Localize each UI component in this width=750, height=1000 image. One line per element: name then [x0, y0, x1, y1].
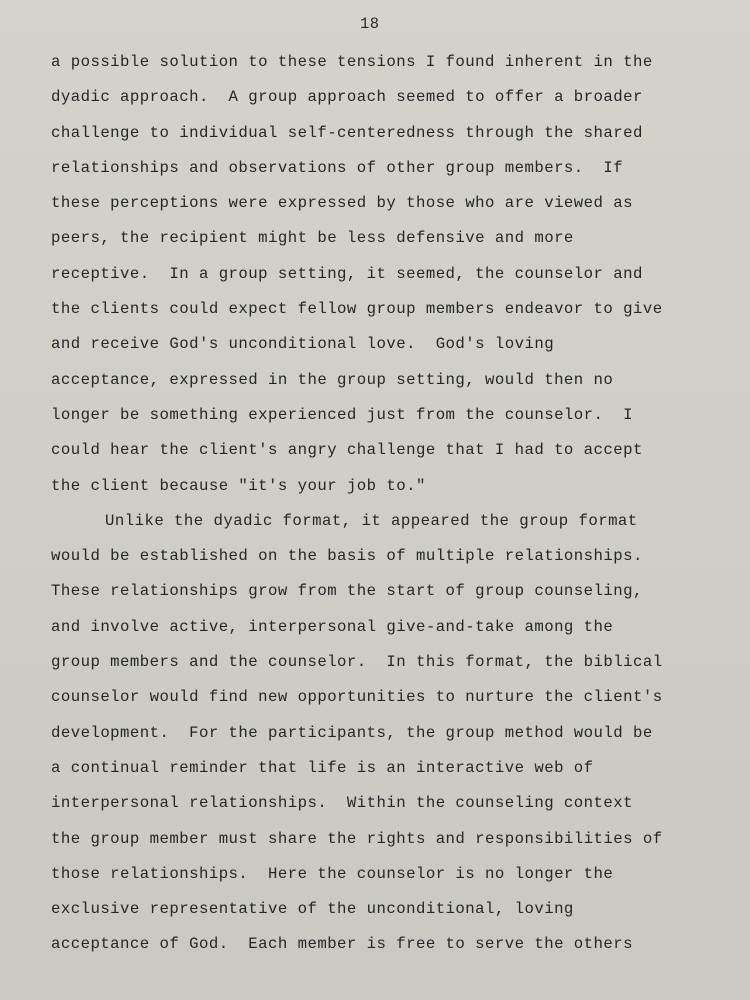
text-line: exclusive representative of the unconditional, loving [51, 900, 574, 919]
text-line: interpersonal relationships. Within the counseling context [51, 794, 633, 813]
text-line: a possible solution to these tensions I found inherent in the [51, 53, 653, 71]
text-line: the clients could expect fellow group members endeavor to give [51, 300, 663, 319]
text-line: acceptance of God. Each member is free to serve the others [51, 935, 633, 954]
text-line: peers, the recipient might be less defensive and more [51, 229, 574, 248]
text-line: development. For the participants, the group method would be [51, 723, 653, 742]
text-line: these perceptions were expressed by those who are viewed as [51, 194, 633, 213]
text-line: counselor would find new opportunities to nurture the client's [51, 688, 663, 707]
text-line: and receive God's unconditional love. God's loving [51, 335, 555, 354]
text-line: the client because "it's your job to." [51, 476, 426, 495]
text-line: and involve active, interpersonal give-and-take among the [51, 617, 614, 636]
text-line: dyadic approach. A group approach seemed to offer a broader [51, 88, 643, 107]
text-line: would be established on the basis of multiple relationships. [51, 547, 643, 566]
text-line: longer be something experienced just from the counselor. I [51, 405, 633, 424]
text-line: a continual reminder that life is an interactive web of [51, 758, 594, 777]
text-line: could hear the client's angry challenge that I had to accept [51, 441, 643, 460]
text-line: the group member must share the rights and responsibilities of [51, 829, 663, 848]
text-line: These relationships grow from the start of group counseling, [51, 582, 643, 601]
text-line: group members and the counselor. In this format, the biblical [51, 653, 663, 672]
text-line: relationships and observations of other group members. If [51, 158, 624, 177]
paragraph-start-line: Unlike the dyadic format, it appeared the group format [105, 511, 638, 530]
body-text [51, 45, 741, 963]
text-line: challenge to individual self-centeredness through the shared [51, 123, 643, 142]
text-line: receptive. In a group setting, it seemed, the counselor and [51, 264, 643, 283]
page-number: 18 [360, 15, 380, 33]
text-line: those relationships. Here the counselor is no longer the [51, 864, 614, 883]
text-line: acceptance, expressed in the group setting, would then no [51, 370, 614, 389]
